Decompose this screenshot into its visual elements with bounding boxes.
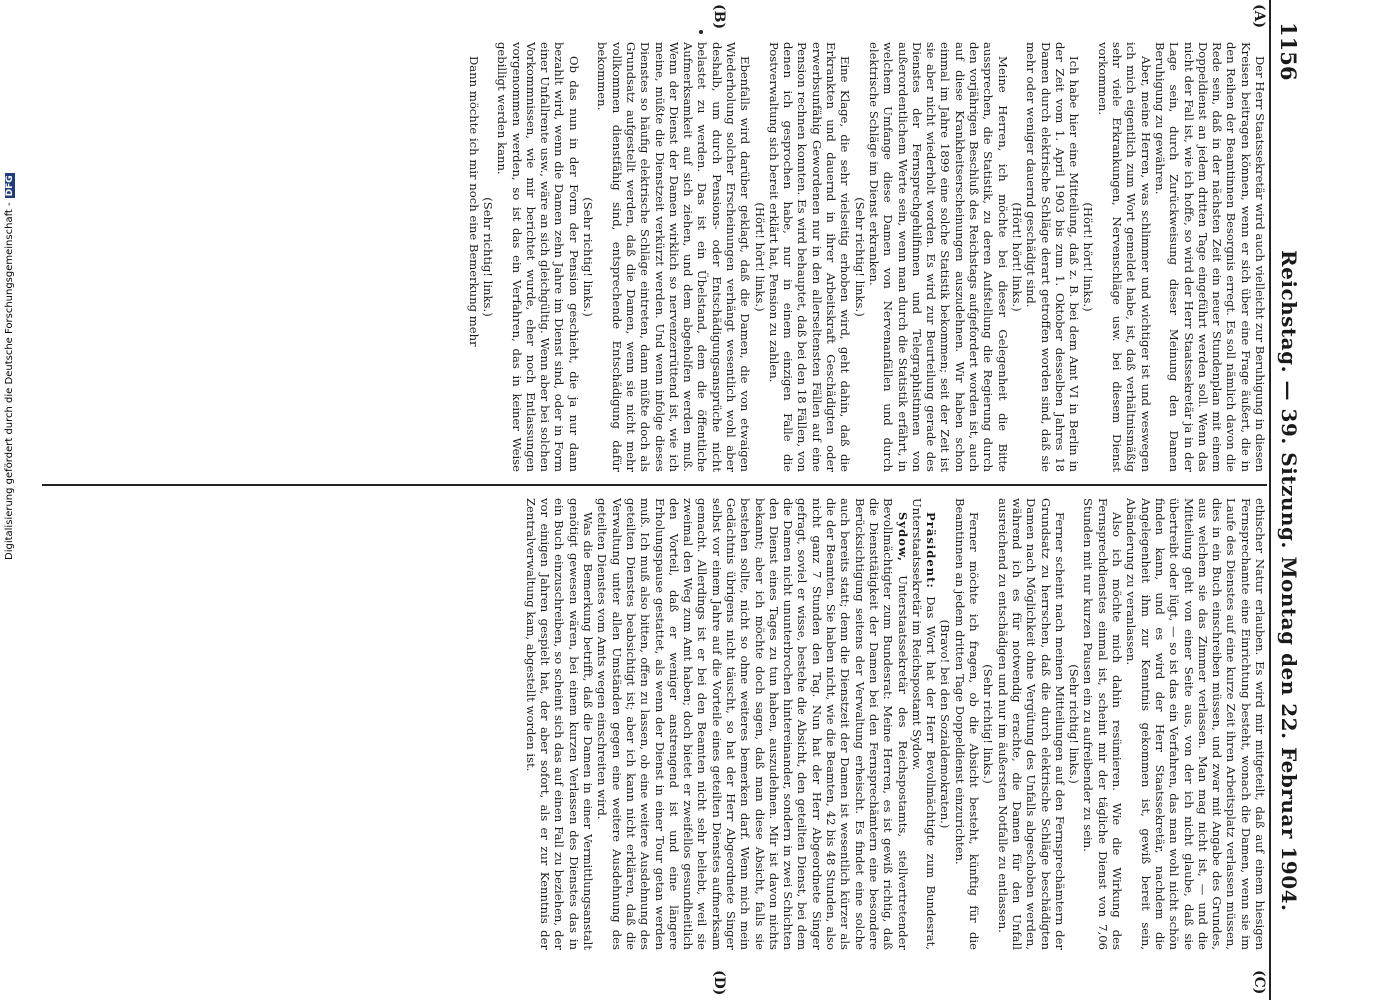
paragraph: Was die Bemerkung betrifft, daß die Damen in einer Vermittlungsanstalt genötigt gewesen wären, bei einem kurzen Verlassen des Dienstes das in ein Buch einzuschreiben, so scheint sich das auf einen Fall zu beziehen, der vor einigen Jahren gespielt hat, der aber sofort, als er zur Kenntnis der Zentralverwaltung kam, abgestellt worden ist. bbox=[523, 498, 596, 950]
page-number: 1156 bbox=[1276, 22, 1301, 81]
interjection: (Sehr richtig! links.) bbox=[1067, 664, 1082, 784]
paragraph: Dann möchte ich mir noch eine Bemerkung mehr bbox=[466, 56, 481, 347]
speech-sydow bbox=[595, 498, 910, 950]
margin-marker-a: (A) bbox=[1251, 4, 1267, 29]
funding-note bbox=[4, 173, 15, 560]
paragraph: Ob das nun in der Form der Pension geschieht, die ja nur dann bezahlt wird, wenn die Damen zehn Jahre im Dienst sind, oder in Form einer Unfallrente usw., wäre an sich gleichgültig. Wenn aber bei solchen Vorkommnissen, wie mir berichtet wurde, eher noch Entlassungen vorgenommen werden, so ist das ein Verfahren, das in keiner Weise gebilligt werden kann. bbox=[495, 42, 581, 472]
interjection: (Hört! hört! links.) bbox=[752, 202, 767, 312]
speech-text: Das Wort hat der Herr Bevollmächtigte zum Bundesrat, Unterstaatssekretär im Reichspostamt Sydow. bbox=[909, 498, 939, 950]
speech-president bbox=[910, 498, 939, 950]
paragraph: Ich habe hier eine Mitteilung, daß z. B. bei dem Amt VI in Berlin in der Zeit vom 1. April 1903 bis zum 1. Oktober desselben Jahres 18 Damen durch elektrische Schläge derart getroffen worden sind, daß sie mehr oder weniger dauernd geschädigt sind. bbox=[1024, 42, 1082, 472]
paragraph: Eine Klage, die sehr vielseitig erhoben wird, geht dahin, daß die Erkrankten und dauernd in ihrer Arbeitskraft Geschädigten oder erwerbsunfähig Gewordenen nur in den allerseltensten Fällen auf eine Pension rechnen konnten. Es wird behauptet, daß bei den 18 Fällen, von denen ich gesprochen habe, nur in einem einzigen Falle die Postverwaltung sich bereit erklärt hat, Pension zu zahlen. bbox=[766, 42, 853, 472]
margin-dot bbox=[699, 30, 703, 34]
speaker-name: Sydow, bbox=[895, 512, 910, 563]
column-divider bbox=[42, 484, 1267, 486]
margin-marker-d: (D) bbox=[711, 970, 727, 996]
paragraph: Aber, meine Herren, was schlimmer und wichtiger ist und weswegen ich mich eigentlich zum Wort gemeldet habe, ist, daß verhältnismäßig sehr viele Erkrankungen, Nervenschläge usw. bei diesem Dienst vorkommen. bbox=[1095, 42, 1153, 472]
interjection: (Hört! hört! links.) bbox=[1009, 202, 1024, 312]
margin-marker-c: (C) bbox=[1251, 970, 1267, 995]
funding-text: Digitalisierung gefördert durch die Deutsche Forschungsgemeinschaft - bbox=[4, 202, 15, 560]
interjection: (Bravo! bei den Sozialdemokraten.) bbox=[938, 619, 953, 829]
paragraph: Der Herr Staatssekretär wird auch vielleicht zur Beruhigung in diesen Kreisen beitragen können, wenn er sich über eine Frage äußert, die in den Reihen der Beamtinnen Besorgnis erregt. Es soll nämlich davon die Rede sein, daß in der nächsten Zeit ein neuer Stundenplan mit einem Doppeldienst an jedem dritten Tage eingeführt werden soll. Wenn das nicht der Fall ist, wie ich hoffe, so wird der Herr Staatssekretär ja in der Lage sein, durch Zurückweisung dieser Meinung den Damen Beruhigung zu gewähren. bbox=[1152, 42, 1267, 472]
interjection: (Sehr richtig! links.) bbox=[981, 664, 996, 784]
interjection: (Sehr richtig! links.) bbox=[480, 197, 495, 317]
speech-text: Unterstaatssekretär des Reichspostamts, stellvertretender Bevollmächtigter zum Bundesrat: Meine Herren, es ist gewiß richtig, daß die Diensttätigkeit der Damen bei den Fernsprechämtern eine besondere Berücksichtigung seitens der Verwaltung erheischt. Es findet eine solche auch bereits statt; denn die Dienstzeit der Damen ist wesentlich kürzer als die der Beamten. Sie haben nicht, wie die Beamten, 42 bis 48 Stunden, also nicht ganz 7 Stunden den Tag. Nun hat der Herr Abgeordnete Singer gefragt, soviel er wisse, bestehe die Absicht, den geteilten Dienst, bei dem die Damen nicht ununterbrochen hintereinander, sondern in zwei Schichten den Dienst eines Tages zu tun haben, auszudehnen. Mir ist davon nichts bekannt; aber ich möchte doch sagen, daß man diese Absicht, falls sie bestehen sollte, nicht so ohne weiteres bemerken darf. Wenn mich mein Gedächtnis übrigens nicht täuscht, so hat der Herr Abgeordnete Singer selbst vor einem Jahre auf die Vorteile eines geteilten Dienstes aufmerksam gemacht. Allerdings ist er bei den Beamten nicht sehr beliebt, weil sie zweimal den Weg zum Amt haben; doch bietet er zweifellos gesundheitlich den Vorteil, daß er weniger anstrengend ist und eine längere Erholungspause gestattet, als wenn der Dienst in einer Tour getan werden muß. Ich muß also bitten, offen zu lassen, ob eine weitere Ausdehnung des geteilten Dienstes beabsichtigt ist; aber ich kann nicht erklären, daß die Verwaltung unter allen Umständen gegen eine weitere Ausdehnung des geteilten Dienstes vom Amts wegen einschreiten wird. bbox=[595, 498, 910, 950]
left-column bbox=[42, 42, 1267, 472]
paragraph: Ferner möchte ich fragen, ob die Absicht besteht, künftig für die Beamtinnen an jedem dritten Tage Doppeldienst einzurichten. bbox=[952, 498, 982, 950]
paragraph: Ebenfalls wird darüber geklagt, daß die Damen, die von etwaigen Wiederholung solcher Erscheinungen verhängt wesentlich wohl aber deshalb, um durch Pensions- oder Entschädigungsansprüche nicht belastet zu werden. Das ist ein Übelstand, dem die öffentliche Aufmerksamkeit auf sich ziehen, und dem abgeholfen werden muß. Wenn der Dienst der Damen wirklich so nervenzerrüttend ist, wie ich meine, müßte die Dienstzeit verkürzt werden. Und wenn infolge dieses Dienstes so häufig elektrische Schläge eintreten, dann müßte doch als Grundsatz aufgestellt werden, daß die Damen, wenn sie nicht mehr vollkommen dienstfähig sind, entsprechende Entschädigung dafür bekommen. bbox=[595, 42, 753, 472]
running-head: Reichstag. — 39. Sitzung. Montag den 22. Februar 1904. bbox=[1277, 250, 1301, 912]
page-header bbox=[1269, 0, 1305, 1000]
margin-marker-b: (B) bbox=[711, 4, 727, 30]
interjection: (Hört! hört! links.) bbox=[1081, 202, 1096, 312]
paragraph: Meine Herren, ich möchte bei dieser Gelegenheit die Bitte aussprechen, die Statistik, zu deren Aufstellung die Regierung durch den vorjährigen Beschluß des Reichstags aufgefordert worden ist, auch auf diese Krankheitserscheinungen auszudehnen. Wir haben schon einmal im Jahre 1899 eine solche Statistik bekommen; seit der Zeit ist sie aber nicht wiederholt worden. Es wird zur Beurteilung gerade des Dienstes der Fernsprechgehilfinnen und Telegraphistinnen von außerordentlichem Werte sein, wenn man durch die Statistik erfährt, in welchem Umfange diese Damen von Nervenanfällen und durch elektrische Schläge im Dienst erkranken. bbox=[866, 42, 1010, 472]
paragraph: ethischer Natur erlauben. Es wird mir mitgeteilt, daß auf einem hiesigen Fernsprechamte eine Einrichtung besteht, wonach die Damen, wenn sie im Laufe des Dienstes auf eine kurze Zeit ihren Arbeitsplatz verlassen müssen, dies in ein Buch einschreiben müssen, und zwar mit Angabe des Grundes, aus welchem sie das Zimmer verlassen. Man mag nicht ist, — und die Mitteilung geht von einer Seite aus, von der ich nicht glaube, daß sie übertreibt oder lügt, — so ist das ein Verfahren, das man wohl nicht schön finden kann, und es wird der Herr Staatssekretär, nachdem die Angelegenheit ihm zur Kenntnis gekommen ist, gewiß bereit sein, Abänderung zu veranlassen. bbox=[1124, 498, 1267, 950]
paragraph: Also ich möchte mich dahin resümieren. Wie die Wirkung des Fernsprechdienstes einmal ist, scheint mir der tägliche Dienst von 7,06 Stunden mit nur kurzen Pausen ein zu aufreibender zu sein. bbox=[1081, 498, 1125, 950]
rotated-document-page bbox=[23, 0, 1313, 1000]
paragraph: Ferner scheint nach meinen Mitteilungen auf den Fernsprechämtern der Grundsatz zu herrschen, daß die durch elektrische Schläge beschädigten Damen nach Möglichkeit ohne Vergütung des Unfalls abgeschoben werden, während ich es für notwendig erachte, die Damen für den Unfall ausreichend zu entschädigen und nur im äußersten Notfalle zu entlassen. bbox=[995, 498, 1067, 950]
interjection: (Sehr richtig! links.) bbox=[852, 197, 867, 317]
interjection: (Sehr richtig! links.) bbox=[581, 197, 596, 317]
dfg-logo: DFG bbox=[5, 175, 15, 197]
right-column bbox=[42, 498, 1267, 950]
speaker-name: Präsident: bbox=[924, 512, 939, 589]
